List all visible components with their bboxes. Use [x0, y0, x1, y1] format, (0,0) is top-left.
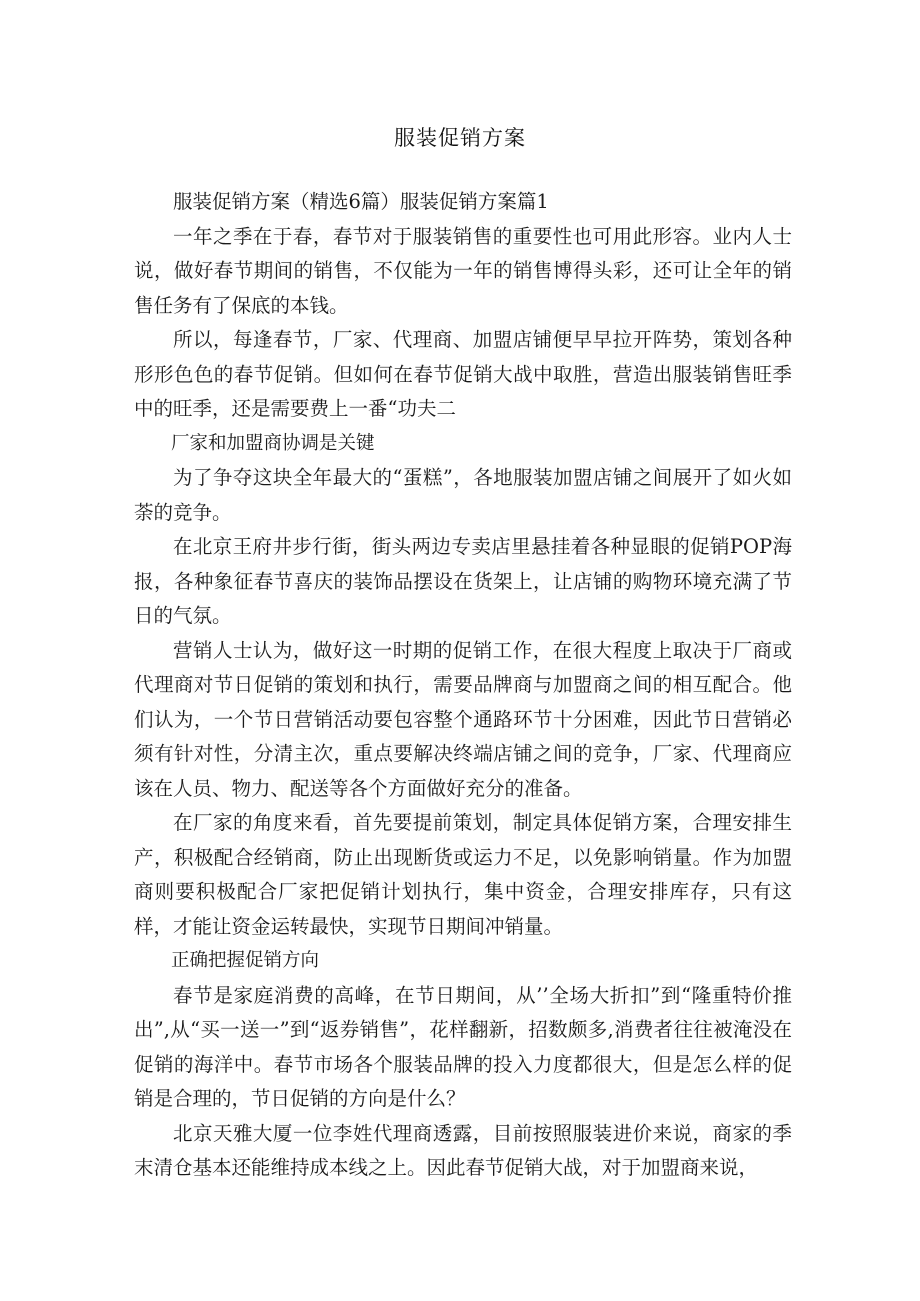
paragraph: 春节是家庭消费的高峰，在节日期间，从’’全场大折扣”到“隆重特价推出”,从“买一送一”到“返券销售”，花样翻新，招数颇多,消费者往往被淹没在促销的海洋中。春节市场各个服装品牌的投入力度都很大，但是怎么样的促销是合理的，节日促销的方向是什么？ [134, 983, 792, 1110]
paragraph: 为了争夺这块全年最大的“蛋糕”，各地服装加盟店铺之间展开了如火如荼的竞争。 [134, 466, 792, 524]
page-title: 服装促销方案 [394, 126, 526, 150]
section-heading: 正确把握促销方向 [171, 950, 320, 971]
paragraph: 营销人士认为，做好这一时期的促销工作，在很大程度上取决于厂商或代理商对节日促销的策划和执行，需要品牌商与加盟商之间的相互配合。他们认为，一个节日营销活动要包容整个通路环节十分困难，因此节日营销必须有针对性，分清主次，重点要解决终端店铺之间的竞争，厂家、代理商应该在人员、物力、配送等各个方面做好充分的准备。 [134, 638, 792, 800]
paragraph: 在北京王府井步行街，街头两边专卖店里悬挂着各种显眼的促销POP海报，各种象征春节喜庆的装饰品摆设在货架上，让店铺的购物环境充满了节日的气氛。 [134, 535, 792, 627]
paragraph: 在厂家的角度来看，首先要提前策划，制定具体促销方案，合理安排生产，积极配合经销商，防止出现断货或运力不足，以免影响销量。作为加盟商则要积极配合厂家把促销计划执行，集中资金，合理安排库存，只有这样，才能让资金运转最快，实现节日期间冲销量。 [134, 811, 792, 938]
section-heading: 厂家和加盟商协调是关键 [171, 432, 375, 454]
document-body [134, 185, 792, 1186]
paragraph: 一年之季在于春，春节对于服装销售的重要性也可用此形容。业内人士说，做好春节期间的销售，不仅能为一年的销售博得头彩，还可让全年的销售任务有了保底的本钱。 [134, 224, 792, 317]
intro-line: 服装促销方案（精选6篇）服装促销方案篇1 [173, 190, 549, 213]
paragraph: 北京天雅大厦一位李姓代理商透露，目前按照服装进价来说，商家的季末清仓基本还能维持成本线之上。因此春节促销大战，对于加盟商来说， [134, 1121, 792, 1179]
paragraph: 所以，每逢春节，厂家、代理商、加盟店铺便早早拉开阵势，策划各种形形色色的春节促销。但如何在春节促销大战中取胜，营造出服装销售旺季中的旺季，还是需要费上一番“功夫二 [134, 328, 792, 420]
